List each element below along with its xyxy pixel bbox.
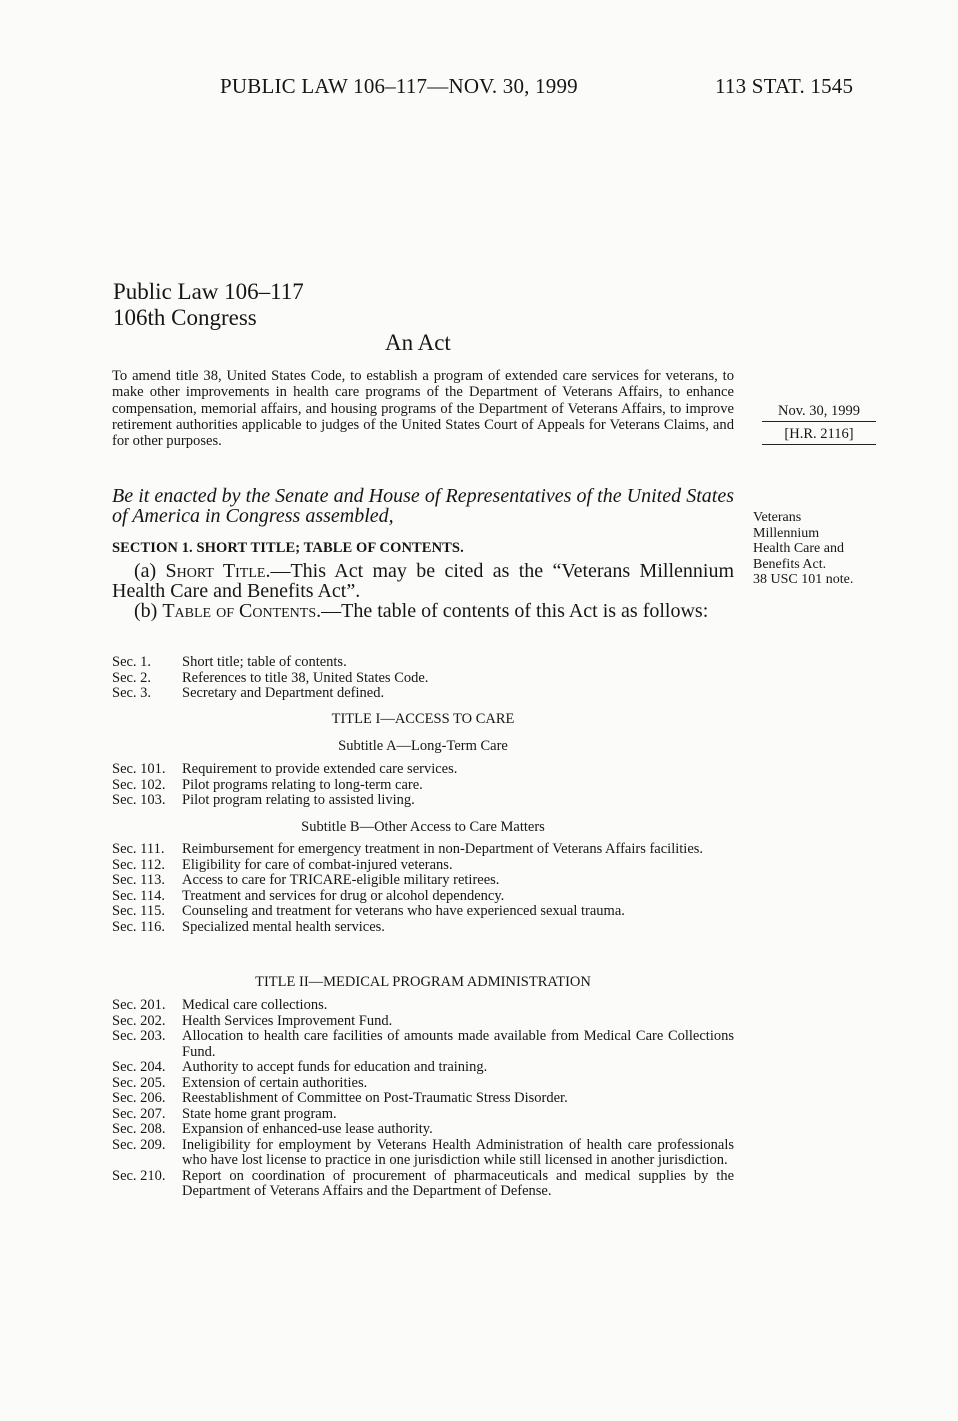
toc-item-number: Sec. 102. xyxy=(112,776,166,793)
toc-item-number: Sec. 205. xyxy=(112,1074,166,1091)
toc-item-text: State home grant program. xyxy=(182,1105,337,1122)
toc-item xyxy=(112,873,734,889)
toc-item-number: Sec. 116. xyxy=(112,918,166,935)
toc-item-text: Eligibility for care of combat-injured veterans. xyxy=(182,856,453,873)
toc-item-number: Sec. 101. xyxy=(112,761,166,777)
toc-item xyxy=(112,904,734,920)
running-header-page: 113 STAT. 1545 xyxy=(715,74,854,98)
toc-item-text: Extension of certain authorities. xyxy=(182,1074,368,1091)
paragraph-marker: (b) xyxy=(134,600,163,622)
toc-item-number: Sec. 203. xyxy=(112,1028,166,1044)
toc-item xyxy=(112,1091,734,1107)
toc-item xyxy=(112,1014,734,1030)
toc-title-2: TITLE II—MEDICAL PROGRAM ADMINISTRATION xyxy=(255,974,591,990)
act-heading: An Act xyxy=(385,330,451,355)
toc-item-text: Health Services Improvement Fund. xyxy=(182,1012,393,1029)
toc-item xyxy=(112,889,734,905)
margin-note-line: Health Care and xyxy=(753,541,844,556)
section-1-heading: SECTION 1. SHORT TITLE; TABLE OF CONTENTS. xyxy=(112,540,464,556)
toc-item-number: Sec. 202. xyxy=(112,1012,166,1029)
toc-item xyxy=(112,998,734,1014)
public-law-number: Public Law 106–117 xyxy=(113,279,304,304)
toc-item-number: Sec. 210. xyxy=(112,1167,166,1184)
toc-label: Table of Contents xyxy=(162,600,317,622)
toc-item-text: Report on coordination of procurement of pharmaceuticals and medical supplies by the Department of Veterans Affairs and the Department of Defense. xyxy=(182,1167,734,1199)
toc-item-number: Sec. 1. xyxy=(112,654,152,670)
short-title-paragraph xyxy=(112,561,734,601)
enacting-clause: Be it enacted by the Senate and House of Representatives of the United States of America in Congress assembled, xyxy=(112,485,734,527)
toc-item-number: Sec. 115. xyxy=(112,903,166,919)
toc-item-text: Authority to accept funds for education and training. xyxy=(182,1059,488,1075)
toc-item-text: Pilot programs relating to long-term care. xyxy=(182,776,423,793)
toc-item xyxy=(112,1122,734,1138)
margin-short-title-note xyxy=(753,510,883,588)
toc-item xyxy=(112,1107,734,1123)
purpose-paragraph: To amend title 38, United States Code, to establish a program of extended care services for veterans, to make other improvements in health care programs of the Department of Veterans Affairs, to enhance compensation, memorial affairs, and housing programs of the Department of Veterans Affairs, to improve retirement authorities applicable to judges of the United States Court of Appeals for Veterans Claims, and for other purposes. xyxy=(112,368,734,450)
toc-item-text: Requirement to provide extended care services. xyxy=(182,761,458,777)
toc-item xyxy=(112,762,734,778)
toc-item-text: Access to care for TRICARE-eligible military retirees. xyxy=(182,872,500,888)
toc-item-text: Treatment and services for drug or alcohol dependency. xyxy=(182,887,505,904)
short-title-label: Short Title xyxy=(165,560,266,582)
toc-item-number: Sec. 103. xyxy=(112,792,166,808)
toc-subtitle-b-list xyxy=(112,842,734,935)
margin-date-note xyxy=(762,402,876,445)
toc-item-number: Sec. 207. xyxy=(112,1105,166,1122)
margin-note-line: Millennium xyxy=(753,525,820,541)
toc-item xyxy=(112,1138,734,1169)
toc-item xyxy=(112,842,734,858)
short-title-text: .—This Act may be cited as the “Veterans Millennium Health Care and Benefits Act”. xyxy=(112,560,734,602)
margin-note-line: Veterans xyxy=(753,510,802,525)
bill-number: [H.R. 2116] xyxy=(762,422,876,445)
toc-item-number: Sec. 114. xyxy=(112,887,166,904)
toc-item xyxy=(112,686,734,702)
toc-item xyxy=(112,858,734,874)
toc-item-number: Sec. 209. xyxy=(112,1136,166,1153)
toc-item-text: Specialized mental health services. xyxy=(182,918,385,935)
running-header-left: PUBLIC LAW 106–117—NOV. 30, 1999 xyxy=(220,74,578,98)
toc-item xyxy=(112,1029,734,1060)
toc-item-text: Reimbursement for emergency treatment in non-Department of Veterans Affairs facilities. xyxy=(182,841,704,857)
toc-subtitle-a-list xyxy=(112,762,734,809)
toc-item xyxy=(112,1076,734,1092)
toc-item xyxy=(112,655,734,671)
toc-item-text: Short title; table of contents. xyxy=(182,654,347,670)
toc-item xyxy=(112,671,734,687)
toc-item xyxy=(112,778,734,794)
toc-item-text: Counseling and treatment for veterans who have experienced sexual trauma. xyxy=(182,903,625,919)
toc-title-2-list xyxy=(112,998,734,1200)
toc-item xyxy=(112,793,734,809)
toc-subtitle-a: Subtitle A—Long-Term Care xyxy=(338,738,508,754)
toc-item-number: Sec. 201. xyxy=(112,997,166,1013)
toc-item-text: Pilot program relating to assisted living. xyxy=(182,792,415,808)
toc-subtitle-b: Subtitle B—Other Access to Care Matters xyxy=(301,819,545,835)
toc-item-number: Sec. 204. xyxy=(112,1059,166,1075)
law-title-block xyxy=(113,279,304,331)
toc-title-1: TITLE I—ACCESS TO CARE xyxy=(331,711,515,727)
toc-item-number: Sec. 112. xyxy=(112,856,166,873)
toc-intro-list xyxy=(112,655,734,702)
toc-item-text: Medical care collections. xyxy=(182,997,328,1013)
congress-number: 106th Congress xyxy=(113,305,257,330)
toc-text: .—The table of contents of this Act is as follows: xyxy=(316,600,709,622)
toc-item-text: References to title 38, United States Code. xyxy=(182,669,429,686)
toc-item-number: Sec. 113. xyxy=(112,872,166,888)
toc-item xyxy=(112,1060,734,1076)
toc-item-text: Reestablishment of Committee on Post-Traumatic Stress Disorder. xyxy=(182,1090,568,1106)
margin-note-line: 38 USC 101 note. xyxy=(753,572,854,587)
paragraph-marker: (a) xyxy=(134,560,166,582)
toc-item-number: Sec. 3. xyxy=(112,685,152,701)
table-of-contents-paragraph xyxy=(112,601,734,621)
toc-item xyxy=(112,920,734,936)
toc-item-text: Ineligibility for employment by Veterans Health Administration of health care professionals who have lost license to practice in one jurisdiction while still licensed in another jurisdiction. xyxy=(182,1136,734,1168)
toc-item-number: Sec. 208. xyxy=(112,1121,166,1137)
toc-item-text: Expansion of enhanced-use lease authority. xyxy=(182,1121,433,1137)
toc-item xyxy=(112,1169,734,1200)
toc-item-number: Sec. 111. xyxy=(112,841,165,857)
toc-item-number: Sec. 2. xyxy=(112,669,152,686)
enactment-date: Nov. 30, 1999 xyxy=(762,402,876,422)
toc-item-number: Sec. 206. xyxy=(112,1090,166,1106)
toc-item-text: Secretary and Department defined. xyxy=(182,685,385,701)
margin-note-line: Benefits Act. xyxy=(753,556,827,572)
toc-item-text: Allocation to health care facilities of amounts made available from Medical Care Collections Fund. xyxy=(182,1028,734,1060)
